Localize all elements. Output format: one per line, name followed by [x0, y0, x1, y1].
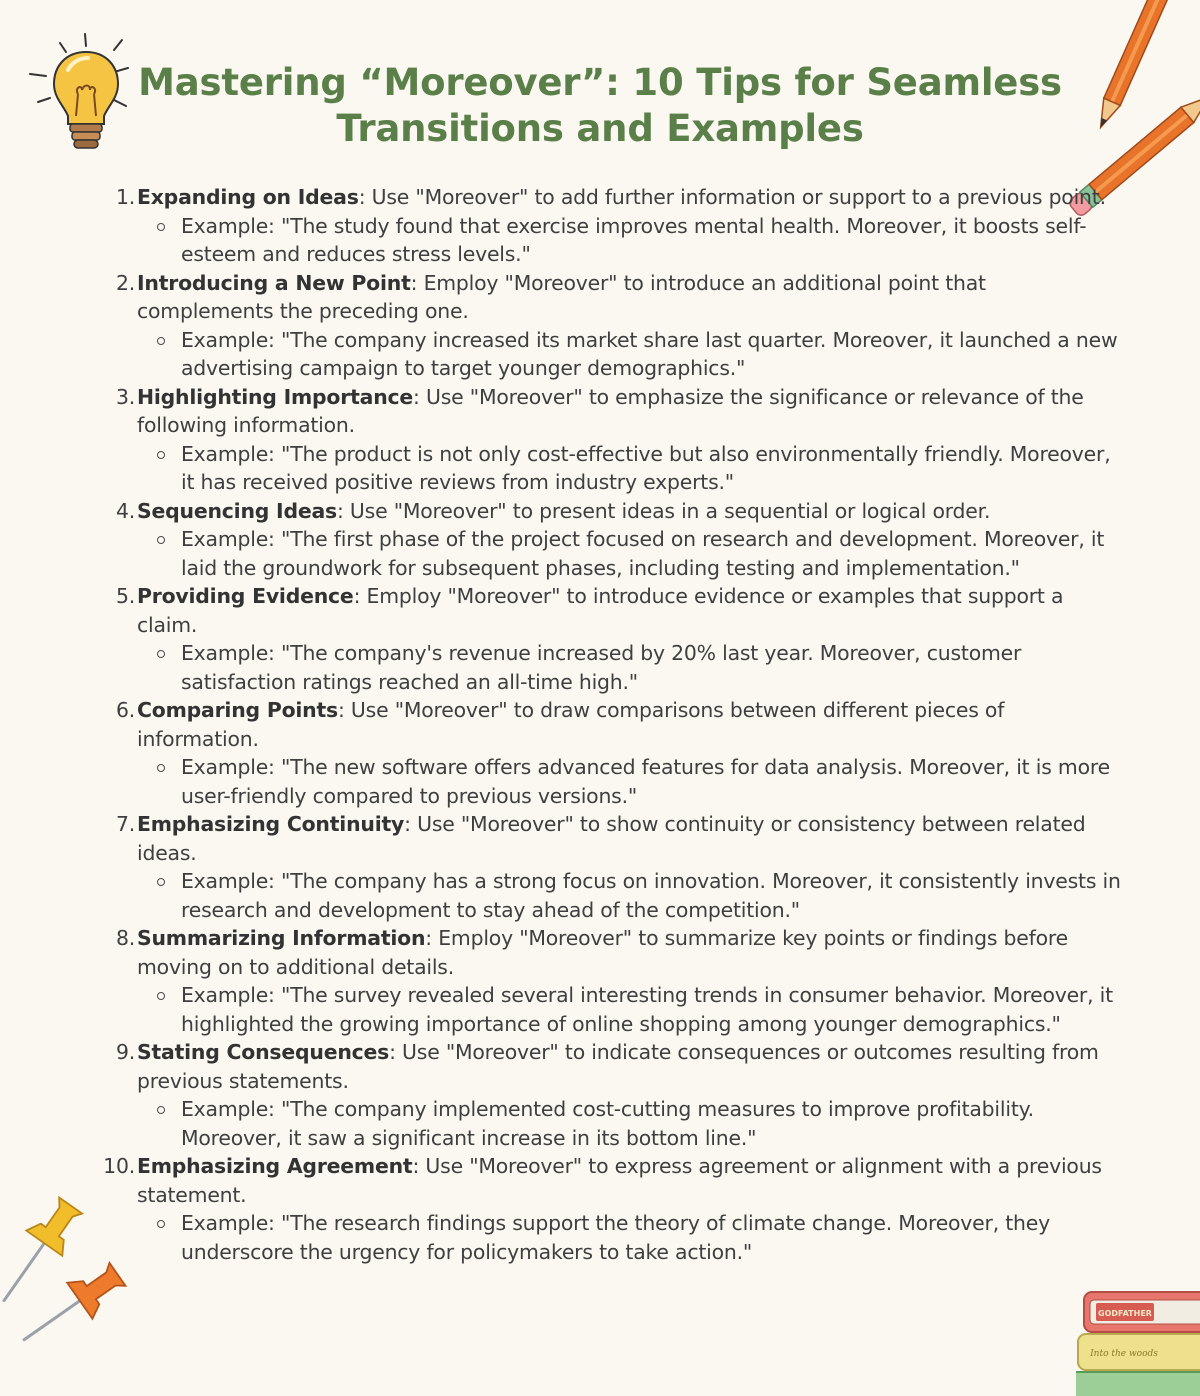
tip-description: : Use "Moreover" to indicate consequences or outcomes resulting from previous statements.	[137, 1040, 1099, 1093]
tip-example	[181, 440, 1122, 497]
tip-example-text: Example: "The company's revenue increased by 20% last year. Moreover, customer satisfaction ratings reached an all-time high."	[181, 641, 1022, 694]
tip-heading-line	[115, 1038, 1122, 1095]
tip-description: : Use "Moreover" to emphasize the significance or relevance of the following information.	[137, 384, 1084, 437]
tip-example	[181, 326, 1122, 383]
tip-number: 7.	[115, 812, 135, 836]
tip-number: 1.	[115, 185, 135, 209]
tip-example	[181, 1095, 1122, 1152]
tip-title: Stating Consequences	[137, 1040, 390, 1064]
tip-number: 2.	[115, 270, 135, 295]
tip-heading-line	[115, 497, 1122, 526]
tip-example	[181, 1209, 1122, 1266]
bullet-circle-icon	[157, 992, 165, 1000]
tip-title: Emphasizing Agreement	[137, 1154, 413, 1178]
tip-description: : Employ "Moreover" to introduce evidence or examples that support a claim.	[137, 584, 1064, 637]
tip-title: Emphasizing Continuity	[137, 812, 405, 836]
tip-example	[181, 867, 1122, 924]
tip-description: : Employ "Moreover" to summarize key points or findings before moving on to additional details.	[137, 926, 1068, 979]
book-title-top: GODFATHER	[1098, 1309, 1152, 1318]
tip-heading-line	[103, 1152, 1122, 1209]
tip-example-text: Example: "The research findings support the theory of climate change. Moreover, they underscore the urgency for policymakers to take action."	[181, 1211, 1050, 1264]
books-stack-icon	[1076, 1286, 1200, 1396]
tip-example-text: Example: "The company implemented cost-cutting measures to improve profitability. Moreover, it saw a significant increase in its bottom line."	[181, 1097, 1034, 1150]
tip-description: : Use "Moreover" to show continuity or consistency between related ideas.	[137, 812, 1086, 865]
book-title-bottom: Into the woods	[1090, 1349, 1158, 1359]
tip-number: 8.	[115, 926, 135, 950]
tip-item	[115, 497, 1122, 583]
tip-number: 6.	[115, 698, 135, 722]
tip-title: Comparing Points	[137, 698, 338, 722]
tip-title: Summarizing Information	[137, 926, 426, 950]
tip-number: 10.	[103, 1154, 135, 1178]
tip-title: Providing Evidence	[137, 584, 354, 608]
tip-example	[181, 639, 1122, 696]
tip-item	[115, 383, 1122, 497]
tip-example-text: Example: "The company has a strong focus on innovation. Moreover, it consistently invests in research and development to stay ahead of the competition."	[181, 869, 1121, 922]
tip-item	[115, 924, 1122, 1038]
tip-title: Introducing a New Point	[137, 270, 411, 295]
tip-example	[181, 525, 1122, 582]
tip-heading-line	[115, 924, 1122, 981]
tip-item	[115, 582, 1122, 696]
lightbulb-icon	[26, 30, 136, 160]
tip-heading-line	[115, 269, 1122, 326]
tip-example	[181, 212, 1122, 269]
tip-example	[181, 753, 1122, 810]
tip-description: : Use "Moreover" to draw comparisons between different pieces of information.	[137, 698, 1005, 751]
tips-list	[103, 183, 1122, 1266]
tip-number: 9.	[115, 1040, 135, 1064]
bullet-circle-icon	[157, 764, 165, 772]
bullet-circle-icon	[157, 536, 165, 544]
tip-item	[115, 269, 1122, 383]
tip-description: : Employ "Moreover" to introduce an additional point that complements the preceding one.	[137, 270, 986, 323]
tip-example-text: Example: "The new software offers advanced features for data analysis. Moreover, it is more user-friendly compared to previous versions."	[181, 755, 1110, 808]
bullet-circle-icon	[157, 223, 165, 231]
tip-example	[181, 981, 1122, 1038]
tip-item	[115, 696, 1122, 810]
tip-number: 3.	[115, 384, 135, 409]
tip-title: Highlighting Importance	[137, 384, 414, 409]
tip-example-text: Example: "The survey revealed several interesting trends in consumer behavior. Moreover, it highlighted the growing importance of online shopping among younger demographics."	[181, 983, 1113, 1036]
tip-item	[115, 183, 1122, 269]
bullet-circle-icon	[157, 451, 165, 459]
tip-heading-line	[115, 383, 1122, 440]
bullet-circle-icon	[157, 1220, 165, 1228]
tip-heading-line	[115, 696, 1122, 753]
bullet-circle-icon	[157, 650, 165, 658]
tip-heading-line	[115, 582, 1122, 639]
tip-item	[115, 1038, 1122, 1152]
tip-description: : Use "Moreover" to express agreement or alignment with a previous statement.	[137, 1154, 1102, 1207]
tip-heading-line	[115, 183, 1122, 212]
tip-number: 5.	[115, 584, 135, 608]
tip-heading-line	[115, 810, 1122, 867]
tip-number: 4.	[115, 498, 135, 523]
bullet-circle-icon	[157, 1106, 165, 1114]
tip-title: Sequencing Ideas	[137, 498, 337, 523]
tip-item	[115, 810, 1122, 924]
tip-description: : Use "Moreover" to add further information or support to a previous point.	[358, 185, 1106, 209]
tip-description: : Use "Moreover" to present ideas in a sequential or logical order.	[336, 498, 991, 523]
tip-example-text: Example: "The first phase of the project focused on research and development. Moreover, it laid the groundwork for subsequent phases, including testing and implementation."	[181, 527, 1105, 580]
tip-item	[103, 1152, 1122, 1266]
bullet-circle-icon	[157, 337, 165, 345]
tip-example-text: Example: "The product is not only cost-effective but also environmentally friendly. Moreover, it has received positive reviews from industry experts."	[181, 441, 1111, 494]
tip-example-text: Example: "The company increased its market share last quarter. Moreover, it launched a new advertising campaign to target younger demographics."	[181, 327, 1118, 380]
page-title: Mastering “Moreover”: 10 Tips for Seamless Transitions and Examples	[138, 61, 1062, 150]
tip-example-text: Example: "The study found that exercise improves mental health. Moreover, it boosts self-esteem and reduces stress levels."	[181, 213, 1087, 266]
bullet-circle-icon	[157, 878, 165, 886]
push-pins-icon	[0, 1180, 140, 1350]
tip-title: Expanding on Ideas	[137, 185, 359, 209]
